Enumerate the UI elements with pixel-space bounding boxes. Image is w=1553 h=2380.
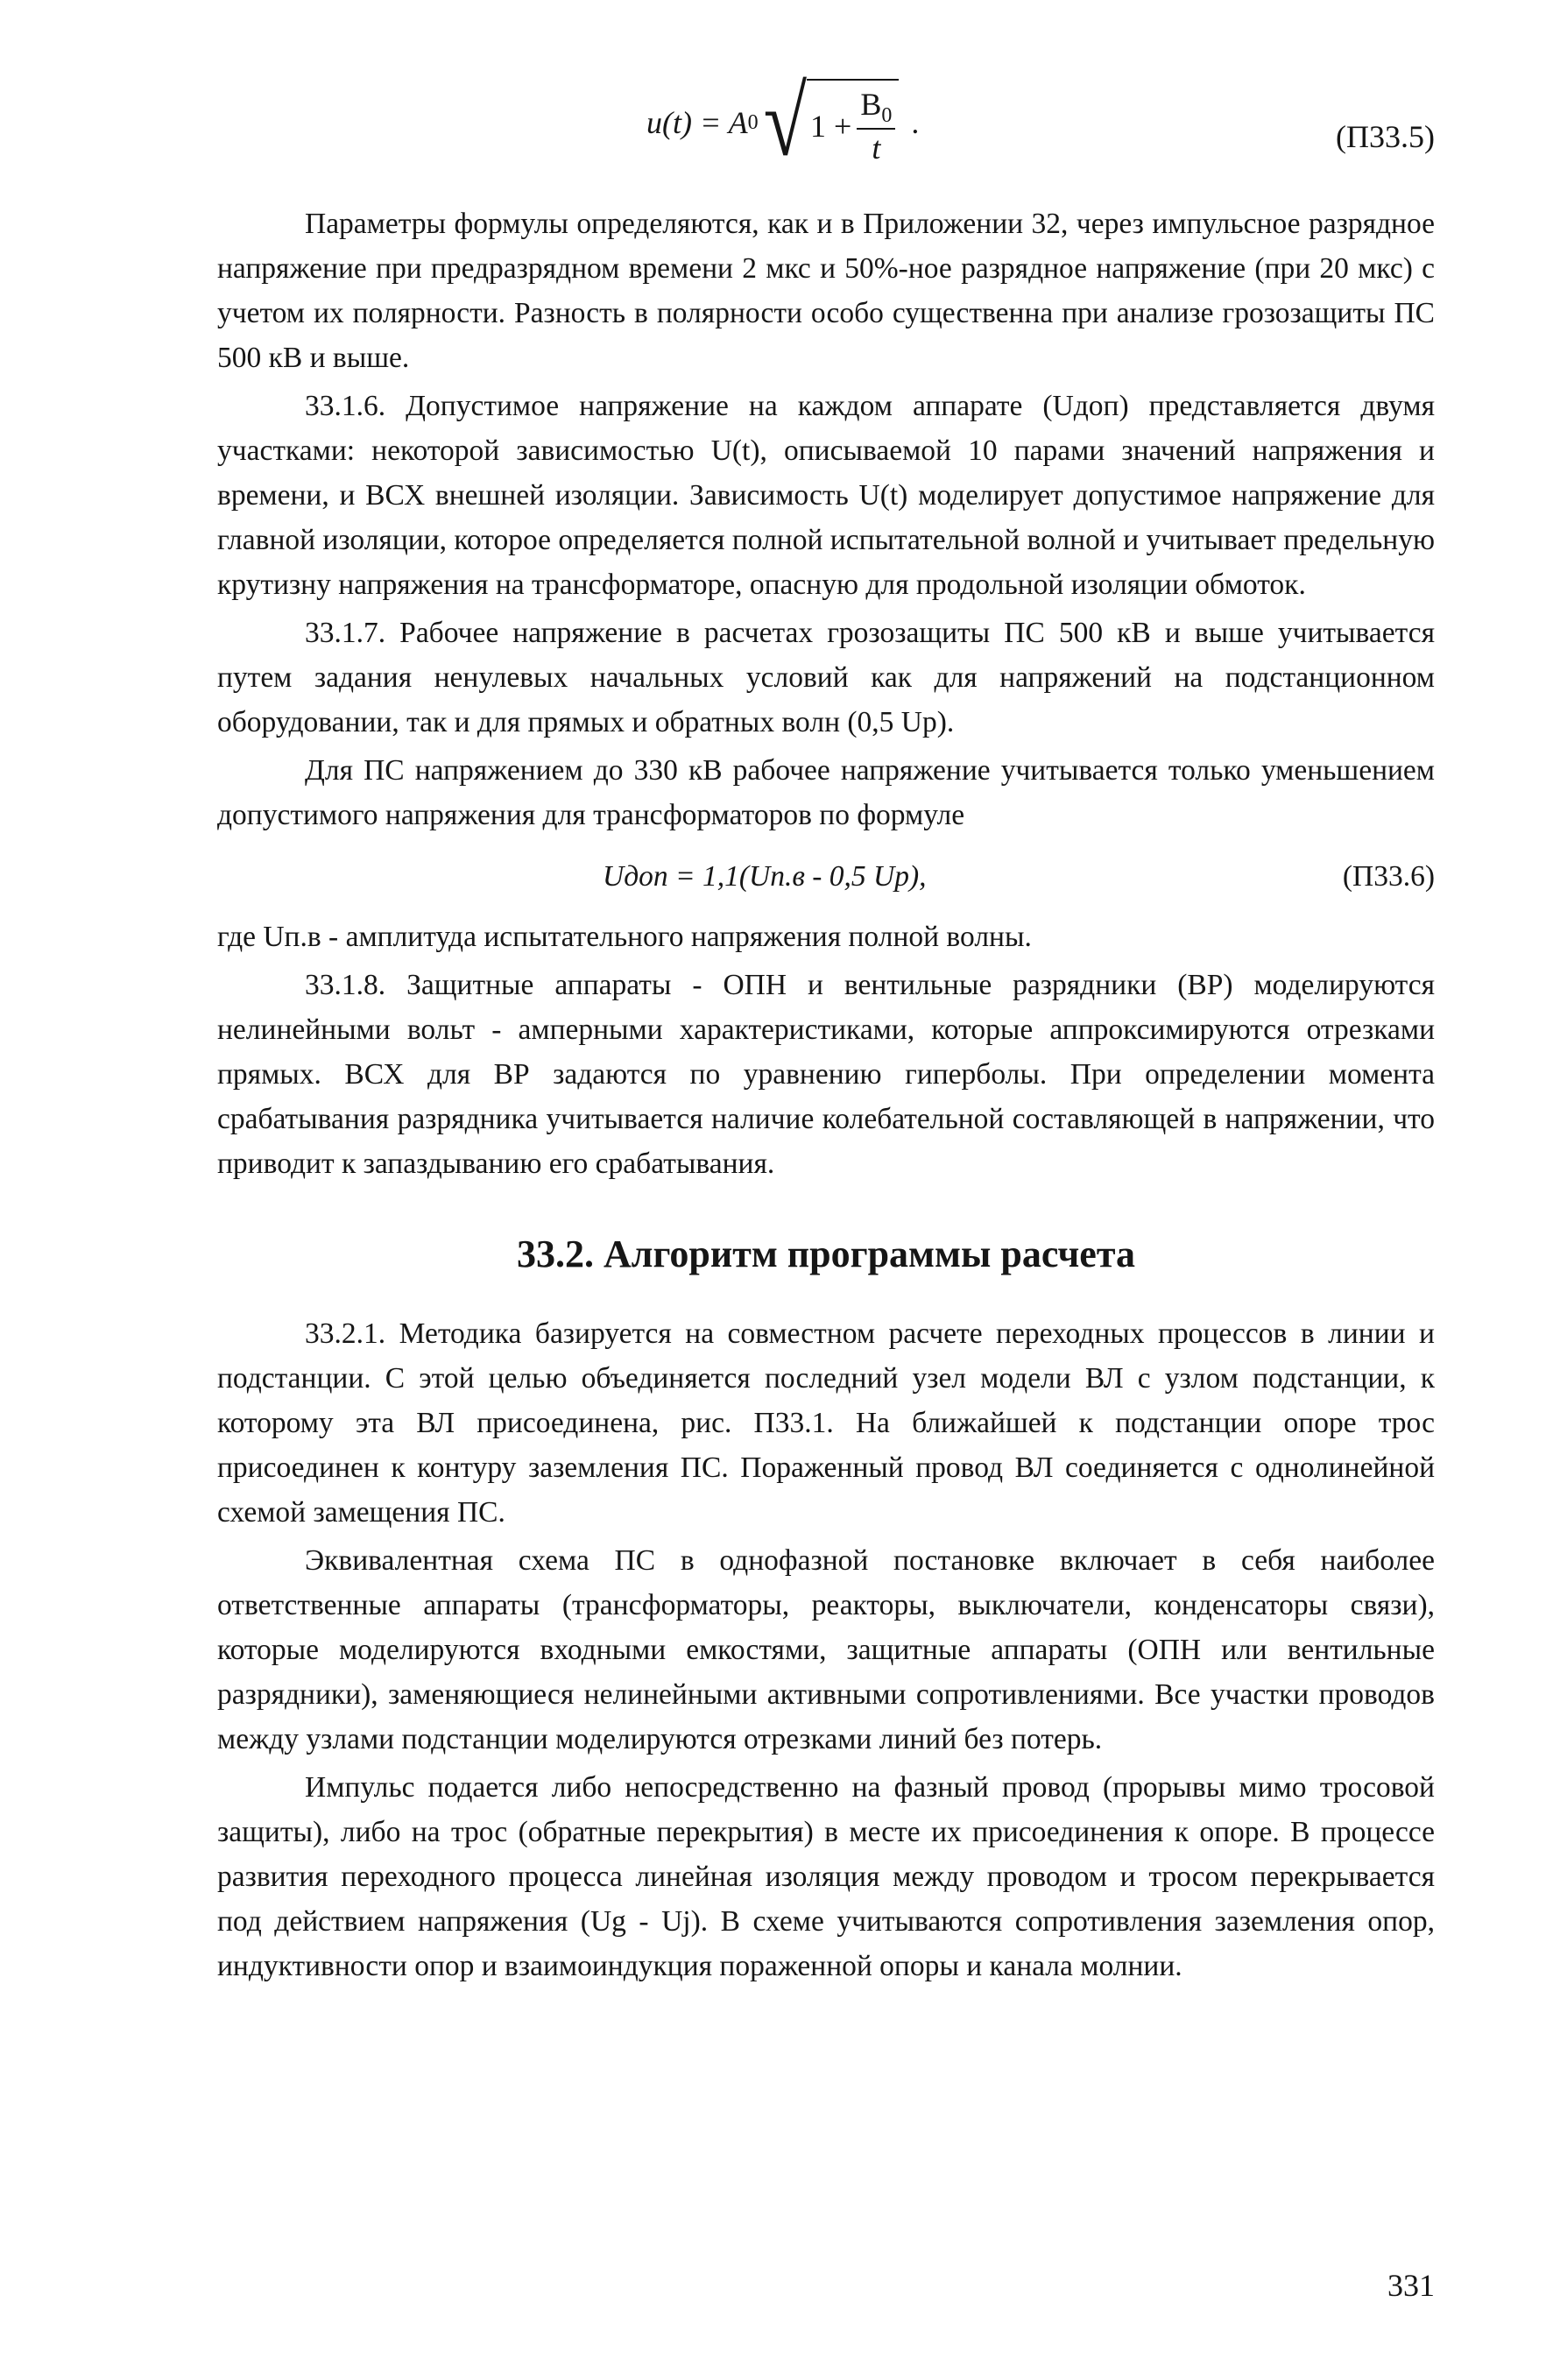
numerator-subscript: 0 — [881, 104, 893, 128]
radicand-one-plus: 1 + — [810, 109, 852, 145]
section-heading: 33.2. Алгоритм программы расчета — [517, 1232, 1135, 1275]
formula-trailing: . — [911, 105, 920, 141]
formula-expression: Uдоп = 1,1(Uп.в - 0,5 Uр), — [603, 860, 927, 893]
radicand — [807, 79, 899, 166]
formula-expression — [646, 67, 920, 177]
square-root — [763, 67, 900, 177]
formula-p33-5 — [217, 67, 1435, 201]
formula-a-subscript: 0 — [747, 110, 759, 134]
paragraph: 33.1.8. Защитные аппараты - ОПН и вентильные разрядники (ВР) моделируются нелинейными вольт - амперными характеристиками, которые аппроксимируются отрезками прямых. ВСХ для ВР задаются по уравнению гиперболы. При определении момента срабатывания разрядника учитывается наличие колебательной составляющей в напряжении, что приводит к запаздыванию его срабатывания. — [217, 969, 1435, 1180]
formula-p33-6 — [217, 853, 1435, 915]
fraction-numerator — [857, 86, 895, 130]
formula-label: (П33.6) — [1342, 860, 1435, 893]
paragraph: 33.1.7. Рабочее напряжение в расчетах грозозащиты ПС 500 кВ и выше учитывается путем задания ненулевых начальных условий как для напряжений на подстанционном оборудовании, так и для прямых и обратных волн (0,5 Uр). — [217, 617, 1435, 738]
sqrt-sign-icon: √ — [763, 67, 808, 177]
paragraph: Для ПС напряжением до 330 кВ рабочее напряжение учитывается только уменьшением допустимого напряжения для трансформаторов по формуле — [217, 754, 1435, 831]
text-block-top — [217, 201, 1435, 837]
paragraph: Параметры формулы определяются, как и в Приложении 32, через импульсное разрядное напряжение при предразрядном времени 2 мкс и 50%-ное разрядное напряжение (при 20 мкс) с учетом их полярности. Разность в полярности особо существенна при анализе грозозащиты ПС 500 кВ и выше. — [217, 208, 1435, 374]
document-page — [217, 67, 1435, 1988]
paragraph: 33.2.1. Методика базируется на совместном расчете переходных процессов в линии и подстанции. С этой целью объединяется последний узел модели ВЛ с узлом подстанции, к которому эта ВЛ присоединена, рис. П33.1. На ближайшей к подстанции опоре трос присоединен к контуру заземления ПС. Пораженный провод ВЛ соединяется с однолинейной схемой замещения ПС. — [217, 1317, 1435, 1529]
paragraph: Импульс подается либо непосредственно на фазный провод (прорывы мимо тросовой защиты), либо на трос (обратные перекрытия) в месте их присоединения к опоре. В процессе развития переходного процесса линейная изоляция между проводом и тросом перекрывается под действием напряжения (Ug - Uj). В схеме учитываются сопротивления заземления опор, индуктивности опор и взаимоиндукция пораженной опоры и канала молнии. — [217, 1771, 1435, 1982]
fraction-denominator: t — [872, 131, 881, 166]
paragraph: 33.1.6. Допустимое напряжение на каждом аппарате (Uдоп) представляется двумя участками: некоторой зависимостью U(t), описываемой 10 парами значений напряжения и времени, и ВСХ внешней изоляции. Зависимость U(t) моделирует допустимое напряжение для главной изоляции, которое определяется полной испытательной волной и учитывает предельную крутизну напряжения на трансформаторе, опасную для продольной изоляции обмоток. — [217, 390, 1435, 601]
formula-label: (П33.5) — [1336, 119, 1435, 154]
paragraph: где Uп.в - амплитуда испытательного напряжения полной волны. — [217, 921, 1032, 953]
text-block-bottom — [217, 1311, 1435, 1988]
fraction — [857, 86, 895, 166]
page-number: 331 — [1387, 2268, 1435, 2303]
text-block-mid — [217, 915, 1435, 1186]
formula-lhs: u(t) = A — [646, 105, 748, 141]
numerator-letter: B — [860, 87, 882, 122]
paragraph: Эквивалентная схема ПС в однофазной постановке включает в себя наиболее ответственные аппараты (трансформаторы, реакторы, выключатели, конденсаторы связи), которые моделируются входными емкостями, защитные аппараты (ОПН или вентильные разрядники), заменяющиеся нелинейными активными сопротивлениями. Все участки проводов между узлами подстанции моделируются отрезками линий без потерь. — [217, 1544, 1435, 1755]
